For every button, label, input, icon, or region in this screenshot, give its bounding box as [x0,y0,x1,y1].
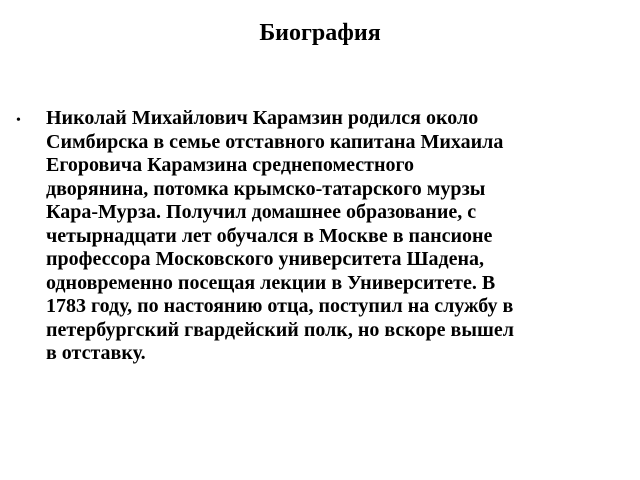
bullet-icon: • [16,113,21,128]
bullet-text-line: дворянина, потомка крымско-татарского мурзы [46,177,486,200]
slide-title: Биография [259,20,381,46]
bullet-text [46,107,634,366]
bullet-item [16,107,634,366]
bullet-text-line: Симбирска в семье отставного капитана Михаила [46,130,504,153]
bullet-text-line: одновременно посещая лекции в Университете. В [46,271,496,294]
bullet-text-line: Кара-Мурза. Получил домашнее образование, с [46,201,477,223]
bullet-text-line: Егоровича Карамзина среднепоместного [46,154,415,176]
bullet-text-line: петербургский гвардейский полк, но вскоре вышел [46,318,514,341]
bullet-text-line: Николай Михайлович Карамзин родился около [46,107,479,129]
slide-body [16,107,634,366]
bullet-text-line: 1783 году, по настоянию отца, поступил на службу в [46,295,514,317]
bullet-text-line: профессора Московского университета Шадена, [46,248,484,270]
bullet-text-line: четырнадцати лет обучался в Москве в пансионе [46,224,493,247]
bullet-text-line: в отставку. [46,342,146,364]
